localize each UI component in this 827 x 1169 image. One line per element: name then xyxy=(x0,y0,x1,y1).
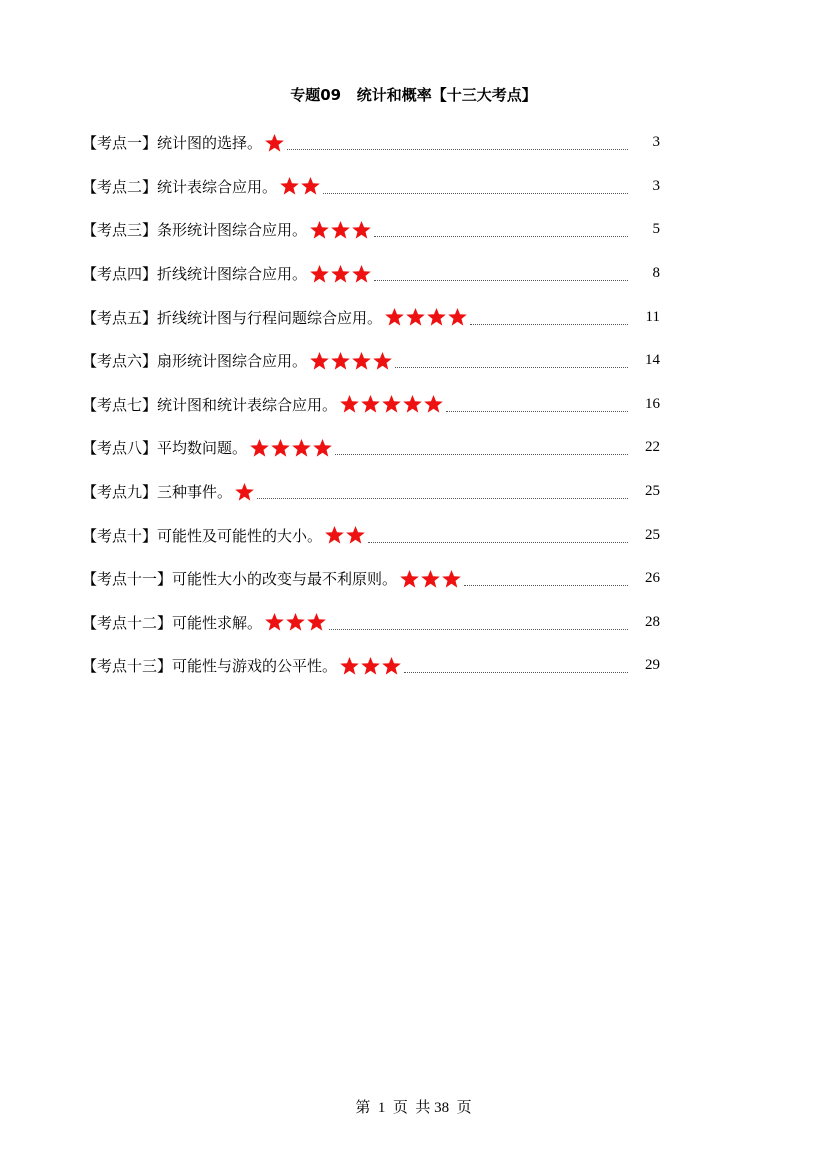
difficulty-stars xyxy=(249,438,333,458)
star-icon xyxy=(339,394,360,414)
toc-page-number: 26 xyxy=(645,570,660,587)
star-icon xyxy=(420,569,441,589)
star-icon xyxy=(330,220,351,240)
toc-entry[interactable] xyxy=(82,557,660,601)
toc-entry-label: 【考点三】条形统计图综合应用。 xyxy=(82,221,308,240)
toc-entry[interactable] xyxy=(82,252,660,296)
dot-leader xyxy=(470,324,628,325)
toc-page-number: 14 xyxy=(645,352,660,369)
toc-entry-label: 【考点十三】可能性与游戏的公平性。 xyxy=(82,657,338,676)
star-icon xyxy=(279,176,300,196)
star-icon xyxy=(300,176,321,196)
difficulty-stars xyxy=(309,351,393,371)
toc-page-number: 22 xyxy=(645,439,660,456)
star-icon xyxy=(339,656,360,676)
toc-entry-label: 【考点二】统计表综合应用。 xyxy=(82,177,278,196)
difficulty-stars xyxy=(264,133,285,153)
dot-leader xyxy=(287,149,628,150)
star-icon xyxy=(360,656,381,676)
star-icon xyxy=(405,307,426,327)
toc-entry[interactable] xyxy=(82,165,660,209)
star-icon xyxy=(312,438,333,458)
dot-leader xyxy=(335,454,628,455)
toc-page-number: 25 xyxy=(645,483,660,500)
toc-entry-label: 【考点九】三种事件。 xyxy=(82,483,233,502)
dot-leader xyxy=(446,411,628,412)
toc-entry[interactable] xyxy=(82,383,660,427)
difficulty-stars xyxy=(399,569,462,589)
toc-entry[interactable] xyxy=(82,644,660,688)
toc-page-number: 25 xyxy=(645,526,660,543)
star-icon xyxy=(384,307,405,327)
star-icon xyxy=(423,394,444,414)
difficulty-stars xyxy=(324,525,366,545)
toc-page-number: 8 xyxy=(652,265,660,282)
toc-entry[interactable] xyxy=(82,470,660,514)
dot-leader xyxy=(257,498,628,499)
dot-leader xyxy=(323,193,628,194)
star-icon xyxy=(309,220,330,240)
star-icon xyxy=(441,569,462,589)
toc-entry-label: 【考点一】统计图的选择。 xyxy=(82,134,263,153)
toc-entry[interactable] xyxy=(82,339,660,383)
toc-entry-label: 【考点十二】可能性求解。 xyxy=(82,613,263,632)
star-icon xyxy=(426,307,447,327)
star-icon xyxy=(351,351,372,371)
toc-entry[interactable] xyxy=(82,426,660,470)
star-icon xyxy=(264,612,285,632)
toc-entry-label: 【考点八】平均数问题。 xyxy=(82,439,248,458)
table-of-contents xyxy=(82,121,660,688)
star-icon xyxy=(381,656,402,676)
star-icon xyxy=(360,394,381,414)
toc-page-number: 5 xyxy=(652,221,660,238)
star-icon xyxy=(309,351,330,371)
dot-leader xyxy=(374,236,628,237)
star-icon xyxy=(351,220,372,240)
dot-leader xyxy=(368,542,628,543)
star-icon xyxy=(324,525,345,545)
star-icon xyxy=(291,438,312,458)
star-icon xyxy=(234,482,255,502)
star-icon xyxy=(285,612,306,632)
difficulty-stars xyxy=(279,176,321,196)
dot-leader xyxy=(395,367,628,368)
dot-leader xyxy=(404,672,628,673)
star-icon xyxy=(306,612,327,632)
star-icon xyxy=(345,525,366,545)
toc-page-number: 28 xyxy=(645,613,660,630)
toc-page-number: 3 xyxy=(652,177,660,194)
star-icon xyxy=(264,133,285,153)
toc-entry-label: 【考点六】扇形统计图综合应用。 xyxy=(82,352,308,371)
star-icon xyxy=(372,351,393,371)
star-icon xyxy=(270,438,291,458)
star-icon xyxy=(330,351,351,371)
difficulty-stars xyxy=(339,394,444,414)
toc-entry-label: 【考点五】折线统计图与行程问题综合应用。 xyxy=(82,308,383,327)
star-icon xyxy=(381,394,402,414)
toc-entry[interactable] xyxy=(82,601,660,645)
toc-entry-label: 【考点十一】可能性大小的改变与最不利原则。 xyxy=(82,570,398,589)
toc-entry-label: 【考点七】统计图和统计表综合应用。 xyxy=(82,395,338,414)
page-footer: 第 1 页 共 38 页 xyxy=(355,1100,472,1116)
difficulty-stars xyxy=(384,307,468,327)
star-icon xyxy=(249,438,270,458)
toc-page-number: 29 xyxy=(645,657,660,674)
toc-entry-label: 【考点十】可能性及可能性的大小。 xyxy=(82,526,323,545)
dot-leader xyxy=(464,585,628,586)
toc-entry[interactable] xyxy=(82,208,660,252)
star-icon xyxy=(402,394,423,414)
toc-page-number: 11 xyxy=(645,308,660,325)
toc-entry[interactable] xyxy=(82,121,660,165)
difficulty-stars xyxy=(339,656,402,676)
dot-leader xyxy=(329,629,628,630)
toc-entry[interactable] xyxy=(82,513,660,557)
toc-entry[interactable] xyxy=(82,295,660,339)
document-title: 专题09 统计和概率【十三大考点】 xyxy=(290,86,537,104)
toc-entry-label: 【考点四】折线统计图综合应用。 xyxy=(82,265,308,284)
toc-page-number: 3 xyxy=(652,134,660,151)
difficulty-stars xyxy=(309,220,372,240)
difficulty-stars xyxy=(309,264,372,284)
star-icon xyxy=(351,264,372,284)
difficulty-stars xyxy=(234,482,255,502)
star-icon xyxy=(309,264,330,284)
toc-page-number: 16 xyxy=(645,395,660,412)
dot-leader xyxy=(374,280,628,281)
star-icon xyxy=(399,569,420,589)
difficulty-stars xyxy=(264,612,327,632)
star-icon xyxy=(447,307,468,327)
star-icon xyxy=(330,264,351,284)
